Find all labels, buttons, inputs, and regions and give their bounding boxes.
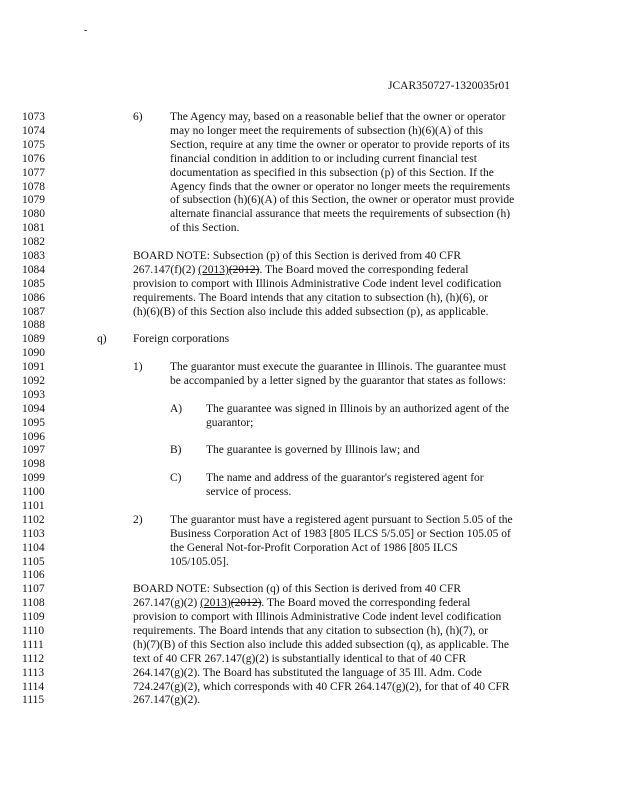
note-line: 724.247(g)(2), which corresponds with 40 CFR 264.147(g)(2), for that of 40 CFR [133, 681, 510, 693]
paragraph-line: financial condition in addition to or including current financial test [170, 153, 477, 165]
note-text: . The Board moved the corresponding federal [261, 597, 471, 609]
paragraph-line: The guarantor must have a registered agent pursuant to Section 5.05 of the [170, 514, 513, 526]
line-number: 1085 [22, 278, 45, 290]
line-number: 1086 [22, 292, 45, 304]
paragraph-line: of this Section. [170, 222, 240, 234]
note-line: text of 40 CFR 267.147(g)(2) is substantially identical to that of 40 CFR [133, 653, 467, 665]
note-line: requirements. The Board intends that any citation to subsection (h), (h)(6), or [133, 292, 488, 304]
paragraph-line: alternate financial assurance that meets the requirements of subsection (h) [170, 208, 511, 220]
note-line: requirements. The Board intends that any citation to subsection (h), (h)(7), or [133, 625, 488, 637]
line-number: 1075 [22, 139, 45, 151]
paragraph-line: service of process. [206, 486, 292, 498]
note-line [133, 264, 468, 276]
line-number: 1103 [22, 528, 45, 540]
line-number: 1073 [22, 111, 45, 123]
note-text: . The Board moved the corresponding federal [259, 264, 469, 276]
line-number: 1082 [22, 236, 45, 248]
line-number: 1081 [22, 222, 45, 234]
line-number: 1098 [22, 458, 45, 470]
paragraph-line: documentation as specified in this subsection (p) of this Section. If the [170, 167, 494, 179]
note-line: 264.147(g)(2). The Board has substituted the language of 35 Ill. Adm. Code [133, 667, 482, 679]
line-number: 1095 [22, 417, 45, 429]
paragraph-line: The name and address of the guarantor's registered agent for [206, 472, 484, 484]
paragraph-line: be accompanied by a letter signed by the guarantor that states as follows: [170, 375, 506, 387]
line-number: 1097 [22, 444, 45, 456]
line-number: 1090 [22, 347, 45, 359]
item-label: 1) [133, 361, 143, 373]
paragraph-line: Section, require at any time the owner or operator to provide reports of its [170, 139, 510, 151]
note-line: (h)(6)(B) of this Section also include this added subsection (p), as applicable. [133, 306, 489, 318]
item-label: C) [170, 472, 182, 484]
note-line: BOARD NOTE: Subsection (q) of this Section is derived from 40 CFR [133, 583, 462, 595]
deleted-year: (2012) [230, 597, 262, 609]
inserted-year: (2013) [200, 597, 231, 609]
inserted-year: (2013) [198, 264, 229, 276]
line-number: 1091 [22, 361, 45, 373]
line-number: 1074 [22, 125, 45, 137]
note-line [133, 597, 470, 609]
paragraph-line: The Agency may, based on a reasonable belief that the owner or operator [170, 111, 506, 123]
note-line: BOARD NOTE: Subsection (p) of this Section is derived from 40 CFR [133, 250, 462, 262]
paragraph-line: guarantor; [206, 417, 254, 429]
paragraph-line: Business Corporation Act of 1983 [805 ILCS 5/5.05] or Section 105.05 of [170, 528, 511, 540]
section-q-title: Foreign corporations [133, 333, 230, 345]
line-number: 1096 [22, 431, 45, 443]
line-number: 1115 [22, 694, 45, 706]
item-label: B) [170, 444, 182, 456]
line-number: 1088 [22, 319, 45, 331]
note-line: provision to comport with Illinois Administrative Code indent level codification [133, 611, 502, 623]
section-q-label: q) [97, 333, 107, 345]
line-number: 1080 [22, 208, 45, 220]
line-number: 1109 [22, 611, 45, 623]
line-number: 1108 [22, 597, 45, 609]
paragraph-line: the General Not-for-Profit Corporation Act of 1986 [805 ILCS [170, 542, 458, 554]
line-number: 1084 [22, 264, 45, 276]
line-number: 1099 [22, 472, 45, 484]
citation: 267.147(f)(2) [133, 264, 199, 276]
note-line: 267.147(g)(2). [133, 694, 201, 706]
item-label: 6) [133, 111, 143, 123]
line-number: 1105 [22, 556, 45, 568]
paragraph-line: The guarantee was signed in Illinois by an authorized agent of the [206, 403, 510, 415]
note-line: (h)(7)(B) of this Section also include this added subsection (q), as applicable. The [133, 639, 509, 651]
line-number: 1079 [22, 194, 45, 206]
line-number: 1110 [22, 625, 45, 637]
line-number: 1104 [22, 542, 45, 554]
citation: 267.147(g)(2) [133, 597, 201, 609]
line-number: 1083 [22, 250, 45, 262]
line-number: 1111 [22, 639, 44, 651]
line-number: 1102 [22, 514, 45, 526]
line-number: 1112 [22, 653, 45, 665]
paragraph-line: may no longer meet the requirements of subsection (h)(6)(A) of this [170, 125, 483, 137]
paragraph-line: 105/105.05]. [170, 556, 229, 568]
line-number: 1089 [22, 333, 45, 345]
paragraph-line: The guarantor must execute the guarantee in Illinois. The guarantee must [170, 361, 507, 373]
line-number: 1077 [22, 167, 45, 179]
line-number: 1093 [22, 389, 45, 401]
deleted-year: (2012) [228, 264, 260, 276]
paragraph-line: of subsection (h)(6)(A) of this Section, the owner or operator must provide [170, 194, 515, 206]
item-label: 2) [133, 514, 143, 526]
line-number: 1094 [22, 403, 45, 415]
margin-mark: - [84, 25, 88, 36]
line-number: 1101 [22, 500, 45, 512]
line-number: 1106 [22, 569, 45, 581]
note-line: provision to comport with Illinois Administrative Code indent level codification [133, 278, 502, 290]
line-number: 1100 [22, 486, 45, 498]
line-number: 1113 [22, 667, 45, 679]
line-number: 1076 [22, 153, 45, 165]
line-number: 1107 [22, 583, 45, 595]
item-label: A) [170, 403, 183, 415]
paragraph-line: Agency finds that the owner or operator no longer meets the requirements [170, 181, 511, 193]
paragraph-line: The guarantee is governed by Illinois law; and [206, 444, 420, 456]
line-number: 1078 [22, 181, 45, 193]
line-number: 1087 [22, 306, 45, 318]
document-id: JCAR350727-1320035r01 [388, 80, 511, 92]
line-number: 1092 [22, 375, 45, 387]
line-number: 1114 [22, 681, 45, 693]
